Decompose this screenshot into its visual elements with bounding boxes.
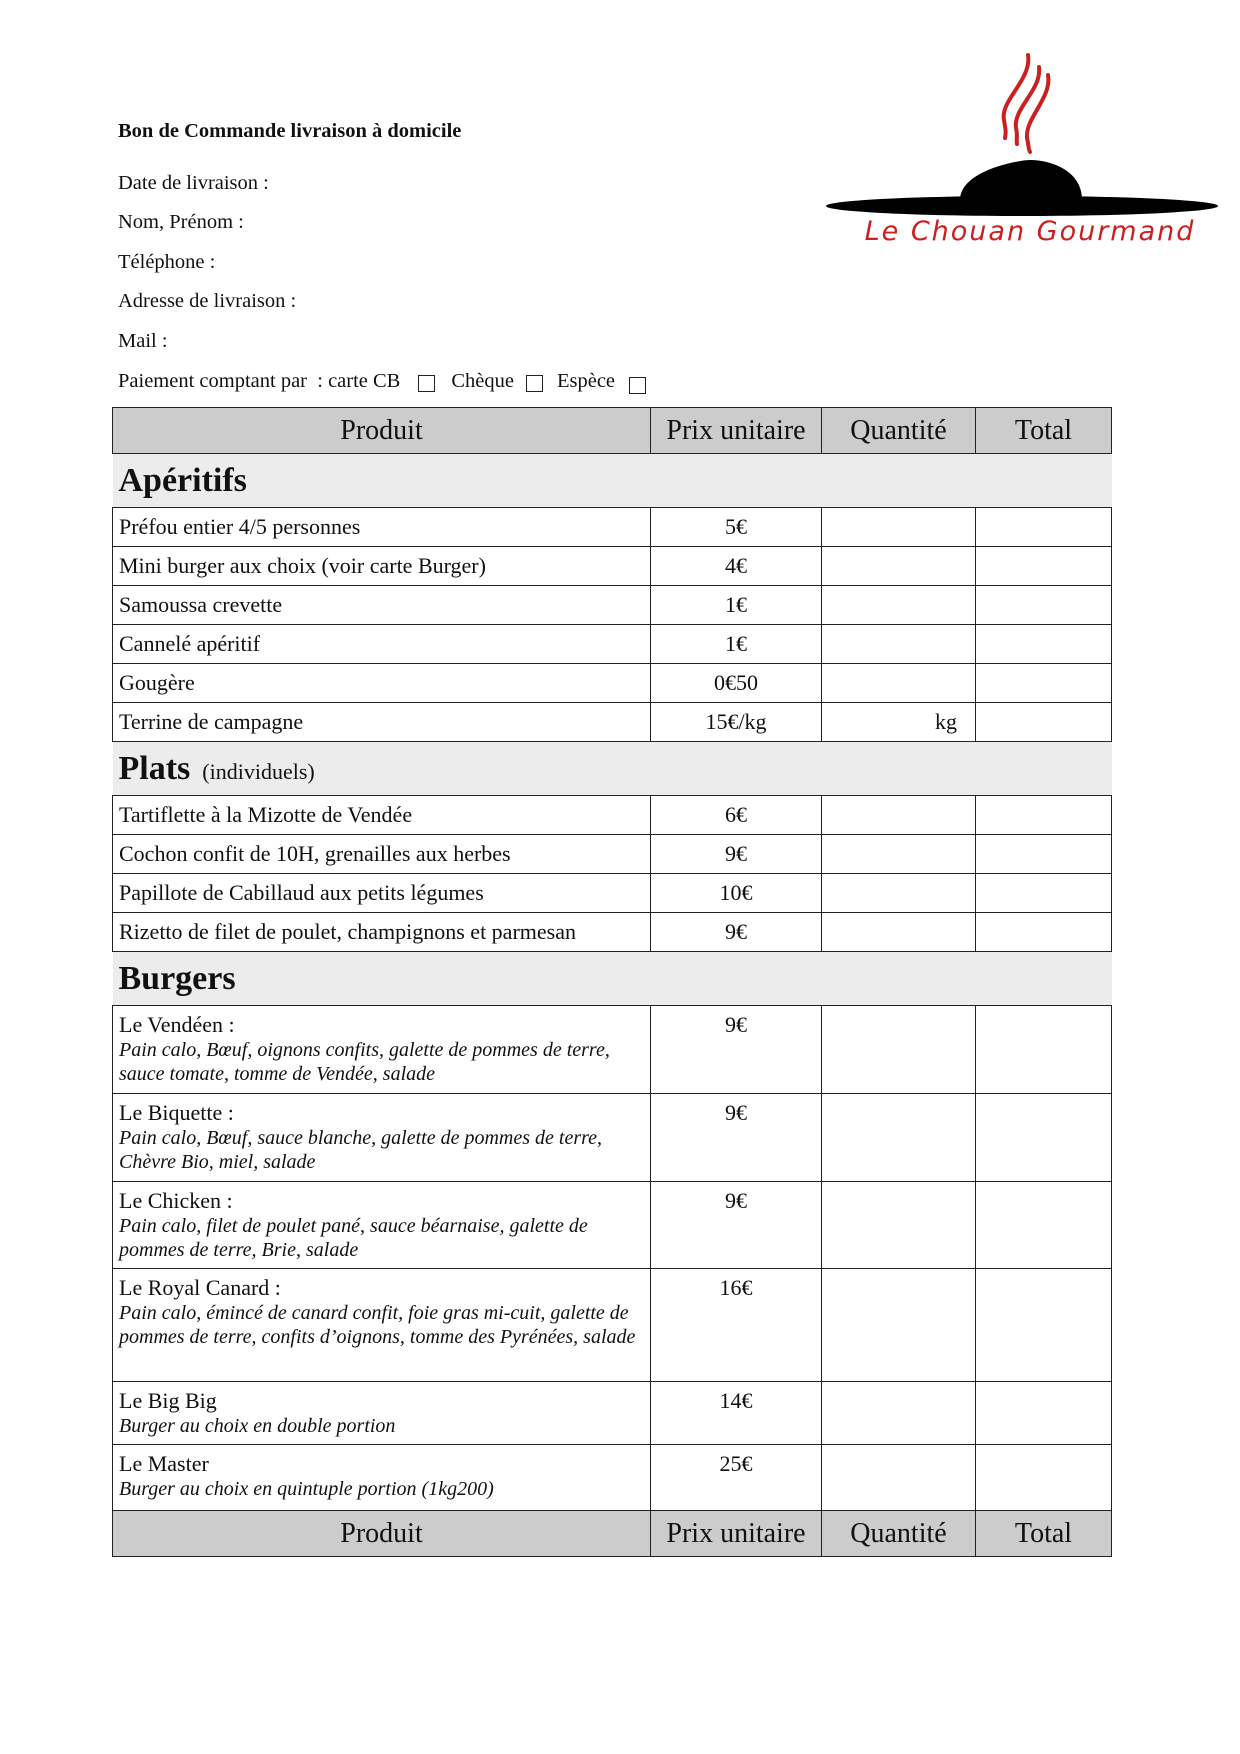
product-cell: Terrine de campagne <box>113 703 651 742</box>
cash-checkbox[interactable] <box>629 377 646 394</box>
price-cell: 10€ <box>651 874 822 913</box>
price-cell: 14€ <box>651 1382 822 1445</box>
price-cell: 9€ <box>651 835 822 874</box>
product-cell: Cannelé apéritif <box>113 625 651 664</box>
price-cell: 9€ <box>651 1182 822 1269</box>
table-row <box>113 625 1112 664</box>
quantity-cell[interactable] <box>822 625 976 664</box>
col-unit-price: Prix unitaire <box>651 1511 822 1557</box>
total-cell[interactable] <box>976 1382 1112 1445</box>
product-name: Le Chicken : <box>119 1188 233 1213</box>
cheque-checkbox[interactable] <box>526 375 543 392</box>
price-cell: 15€/kg <box>651 703 822 742</box>
total-cell[interactable] <box>976 703 1112 742</box>
col-quantity: Quantité <box>822 408 976 454</box>
price-cell: 4€ <box>651 547 822 586</box>
quantity-cell[interactable] <box>822 1182 976 1269</box>
form-title: Bon de Commande livraison à domicile <box>118 120 462 142</box>
section-header-0 <box>113 454 1112 508</box>
payment-label: Paiement comptant par : carte CB <box>118 370 401 392</box>
product-name: Le Vendéen : <box>119 1012 235 1037</box>
col-product: Produit <box>113 408 651 454</box>
address-field[interactable]: Adresse de livraison : <box>118 290 297 312</box>
quantity-cell[interactable] <box>822 508 976 547</box>
total-cell[interactable] <box>976 664 1112 703</box>
table-row <box>113 835 1112 874</box>
quantity-cell[interactable]: kg <box>822 703 976 742</box>
quantity-cell[interactable] <box>822 835 976 874</box>
quantity-cell[interactable] <box>822 913 976 952</box>
product-cell <box>113 1006 651 1094</box>
product-cell: Cochon confit de 10H, grenailles aux herbes <box>113 835 651 874</box>
total-cell[interactable] <box>976 508 1112 547</box>
quantity-cell[interactable] <box>822 1445 976 1511</box>
table-row <box>113 874 1112 913</box>
product-name: Le Royal Canard : <box>119 1275 281 1300</box>
table-row <box>113 1006 1112 1094</box>
total-cell[interactable] <box>976 1269 1112 1382</box>
cheque-label: Chèque <box>451 370 514 392</box>
total-cell[interactable] <box>976 1182 1112 1269</box>
price-cell: 5€ <box>651 508 822 547</box>
quantity-cell[interactable] <box>822 1006 976 1094</box>
quantity-cell[interactable] <box>822 874 976 913</box>
price-cell: 1€ <box>651 625 822 664</box>
col-product: Produit <box>113 1511 651 1557</box>
price-cell: 1€ <box>651 586 822 625</box>
section-title: Burgers <box>118 959 236 997</box>
product-name: Le Master <box>119 1451 209 1476</box>
table-row <box>113 1269 1112 1382</box>
quantity-cell[interactable] <box>822 586 976 625</box>
product-cell <box>113 1382 651 1445</box>
col-quantity: Quantité <box>822 1511 976 1557</box>
table-header-row <box>113 408 1112 454</box>
cash-label: Espèce <box>556 370 616 392</box>
section-title: Plats <box>118 749 191 787</box>
delivery-date-field[interactable]: Date de livraison : <box>118 172 269 194</box>
product-description: Burger au choix en quintuple portion (1kg200) <box>119 1478 494 1500</box>
product-name: Le Big Big <box>119 1388 217 1413</box>
total-cell[interactable] <box>976 1006 1112 1094</box>
product-cell <box>113 1269 651 1382</box>
quantity-cell[interactable] <box>822 1269 976 1382</box>
price-cell: 9€ <box>651 1094 822 1182</box>
total-cell[interactable] <box>976 1445 1112 1511</box>
table-row <box>113 703 1112 742</box>
product-description: Pain calo, émincé de canard confit, foie gras mi-cuit, galette de pommes de terre, confits d’oignons, tomme des Pyrénées, salade <box>119 1302 636 1348</box>
cloche-with-steam-icon <box>826 55 1218 216</box>
section-header-1 <box>113 742 1112 796</box>
section-subtitle: (individuels) <box>202 758 315 784</box>
product-description: Pain calo, Bœuf, oignons confits, galette de pommes de terre, sauce tomate, tomme de Vendée, salade <box>119 1039 610 1085</box>
quantity-cell[interactable] <box>822 796 976 835</box>
total-cell[interactable] <box>976 874 1112 913</box>
product-cell: Mini burger aux choix (voir carte Burger) <box>113 547 651 586</box>
table-row <box>113 1445 1112 1511</box>
table-footer-row <box>113 1511 1112 1557</box>
table-row <box>113 1182 1112 1269</box>
product-cell <box>113 1445 651 1511</box>
col-total: Total <box>976 1511 1112 1557</box>
table-row <box>113 1382 1112 1445</box>
card-checkbox[interactable] <box>418 375 435 392</box>
logo-text: Le Chouan Gourmand <box>864 216 1196 247</box>
price-cell: 16€ <box>651 1269 822 1382</box>
order-table <box>112 407 1112 1557</box>
product-description: Burger au choix en double portion <box>119 1415 396 1437</box>
name-field[interactable]: Nom, Prénom : <box>118 211 244 233</box>
mail-field[interactable]: Mail : <box>118 330 168 352</box>
total-cell[interactable] <box>976 625 1112 664</box>
col-total: Total <box>976 408 1112 454</box>
total-cell[interactable] <box>976 835 1112 874</box>
total-cell[interactable] <box>976 1094 1112 1182</box>
product-description: Pain calo, Bœuf, sauce blanche, galette de pommes de terre, Chèvre Bio, miel, salade <box>119 1127 603 1173</box>
quantity-cell[interactable] <box>822 664 976 703</box>
payment-row <box>118 370 662 393</box>
total-cell[interactable] <box>976 547 1112 586</box>
quantity-cell[interactable] <box>822 1382 976 1445</box>
logo <box>820 40 1240 270</box>
total-cell[interactable] <box>976 796 1112 835</box>
product-cell: Gougère <box>113 664 651 703</box>
total-cell[interactable] <box>976 586 1112 625</box>
product-cell: Tartiflette à la Mizotte de Vendée <box>113 796 651 835</box>
table-row <box>113 547 1112 586</box>
quantity-cell[interactable] <box>822 547 976 586</box>
product-cell: Papillote de Cabillaud aux petits légumes <box>113 874 651 913</box>
table-row <box>113 664 1112 703</box>
table-row <box>113 796 1112 835</box>
product-cell <box>113 1094 651 1182</box>
table-row <box>113 508 1112 547</box>
product-name: Le Biquette : <box>119 1100 234 1125</box>
table-row <box>113 586 1112 625</box>
price-cell: 25€ <box>651 1445 822 1511</box>
quantity-cell[interactable] <box>822 1094 976 1182</box>
phone-field[interactable]: Téléphone : <box>118 251 216 273</box>
product-cell: Rizetto de filet de poulet, champignons et parmesan <box>113 913 651 952</box>
price-cell: 6€ <box>651 796 822 835</box>
col-unit-price: Prix unitaire <box>651 408 822 454</box>
product-cell <box>113 1182 651 1269</box>
section-header-2 <box>113 952 1112 1006</box>
table-row <box>113 913 1112 952</box>
section-title: Apéritifs <box>118 461 247 499</box>
total-cell[interactable] <box>976 913 1112 952</box>
price-cell: 9€ <box>651 1006 822 1094</box>
product-cell: Préfou entier 4/5 personnes <box>113 508 651 547</box>
product-cell: Samoussa crevette <box>113 586 651 625</box>
price-cell: 9€ <box>651 913 822 952</box>
product-description: Pain calo, filet de poulet pané, sauce béarnaise, galette de pommes de terre, Brie, salade <box>119 1215 588 1261</box>
price-cell: 0€50 <box>651 664 822 703</box>
table-row <box>113 1094 1112 1182</box>
